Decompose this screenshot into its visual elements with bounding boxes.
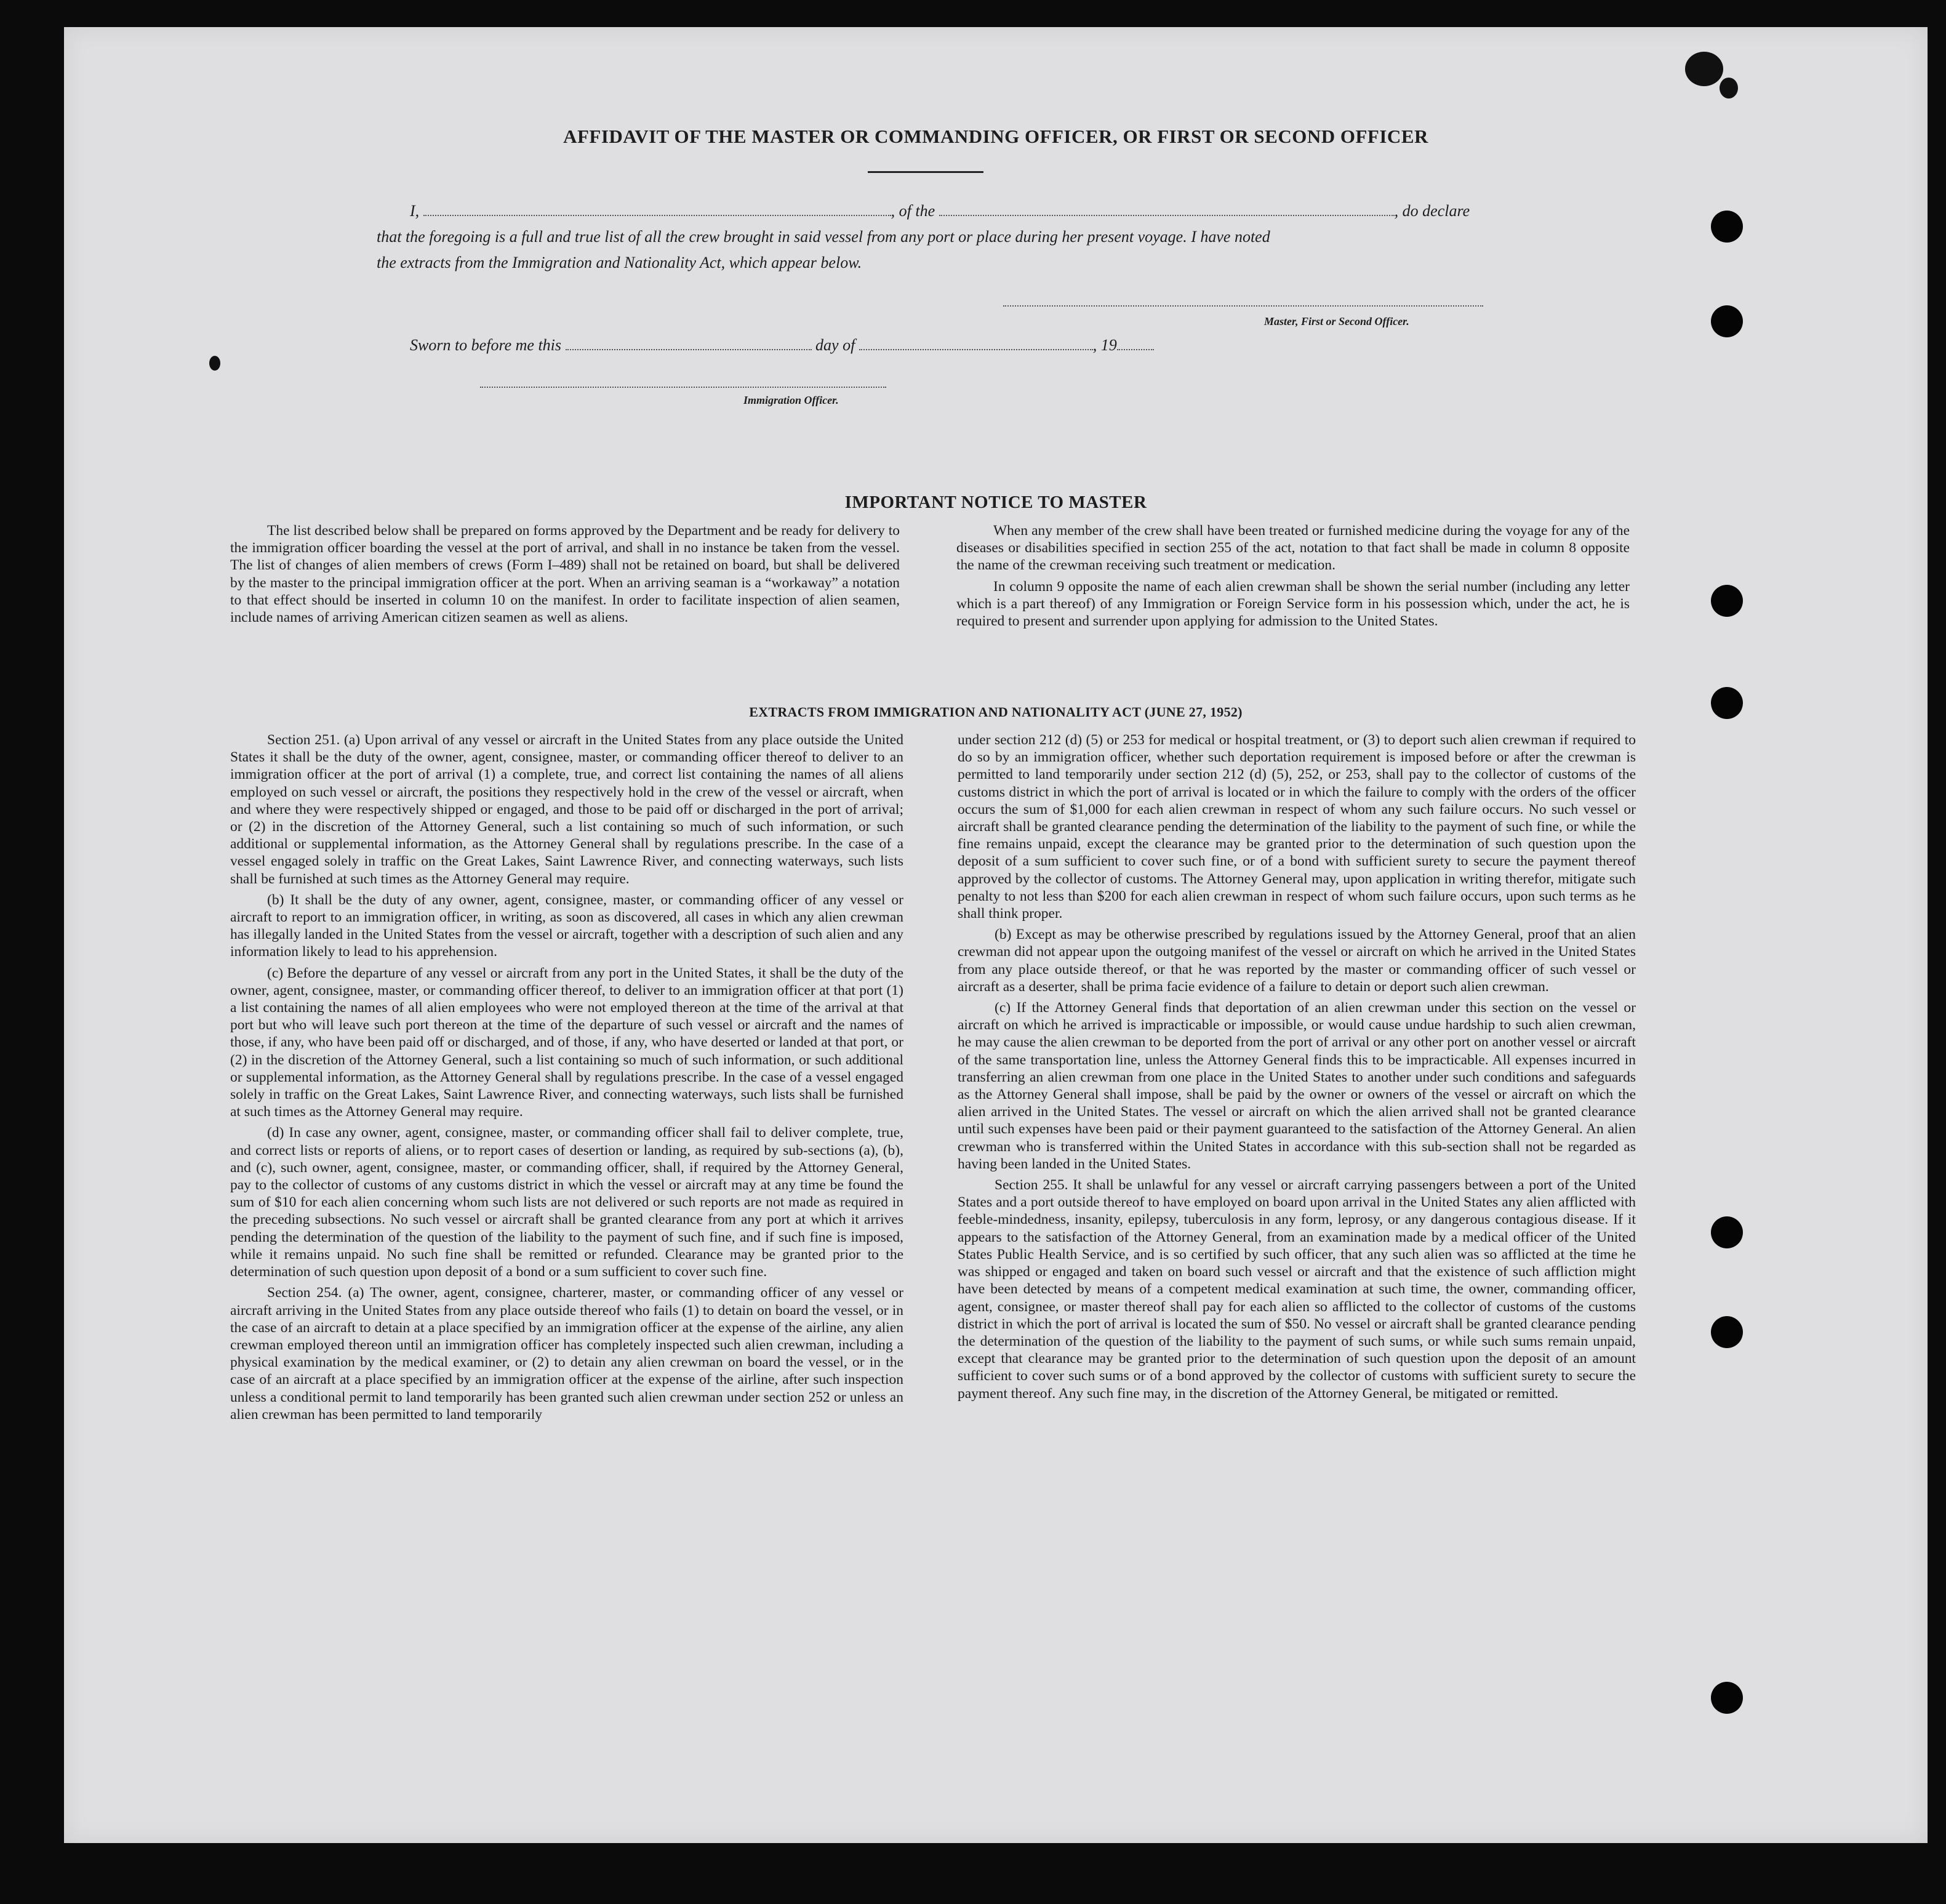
section-251-b: (b) It shall be the duty of any owner, agent, consignee, master, or commanding officer of any vessel or aircraft to report to an immigration officer, in writing, as soon as discovered, all cases in which any alien crewman has illegally landed in the United States from the vessel or aircraft, together with a description of such alien and any information likely to lead to his apprehension. [230, 891, 903, 960]
notice-left-column [230, 522, 900, 630]
of-the-label: , of the [891, 202, 935, 220]
section-251-a: Section 251. (a) Upon arrival of any vessel or aircraft in the United States from any place outside the United States it shall be the duty of the owner, agent, consignee, master, or commanding officer thereof to deliver to an immigration officer at the port of arrival (1) a complete, true, and correct list containing the names of all aliens employed on such vessel or aircraft, the positions they respectively hold in the crew of the vessel or aircraft, when and where they were respectively shipped or engaged, and those to be paid off or discharged in the port of arrival; or (2) in the discretion of the Attorney General, such a list containing so much of such information, or such additional or supplemental information, as the Attorney General shall by regulations prescribe. In the case of a vessel engaged solely in traffic on the Great Lakes, Saint Lawrence River, and connecting waterways, such lists shall be furnished at such times as the Attorney General may require. [230, 732, 903, 887]
i-label: I, [410, 202, 420, 220]
notice-right-paragraph-1: When any member of the crew shall have been treated or furnished medicine during the voyage for any of the diseases or disabilities specified in section 255 of the act, notation to that fact shall be made in column 8 opposite the name of the crewman receiving such treatment or medication. [956, 523, 1630, 574]
vessel-blank[interactable] [939, 203, 1395, 216]
year-label: , 19 [1092, 336, 1117, 354]
document-page [64, 27, 1928, 1843]
officer-caption: Immigration Officer. [743, 394, 839, 406]
section-251-c: (c) Before the departure of any vessel or aircraft from any port in the United States, it shall be the duty of the owner, agent, consignee, master, or commanding officer thereof, to deliver to an immigration officer at that port (1) a list containing the names of all alien employees who were not employed thereon at the time of the arrival at that port but who will leave such port thereon at the time of the departure of such vessel or aircraft and the names of those, if any, who have been paid off or discharged, and of those, if any, who have deserted or landed at that port, or (2) in the discretion of the Attorney General, such a list containing so much of such information, or such additional or supplemental information, as the Attorney General shall by regulations prescribe. In the case of a vessel engaged solely in traffic on the Great Lakes, Saint Lawrence River, and connecting waterways, such lists shall be furnished at such times as the Attorney General may require. [230, 965, 903, 1120]
extracts-left-column [230, 731, 903, 1427]
sworn-line [410, 336, 1154, 355]
officer-blank[interactable] [480, 387, 886, 388]
sworn-label: Sworn to before me this [410, 336, 562, 354]
punch-hole [1711, 1316, 1743, 1348]
extracts-title: EXTRACTS FROM IMMIGRATION AND NATIONALITY ACT (JUNE 27, 1952) [749, 704, 1243, 720]
notice-right-column [956, 522, 1630, 633]
punch-hole [1711, 687, 1743, 719]
section-254-a: Section 254. (a) The owner, agent, consignee, charterer, master, or commanding officer of any vessel or aircraft arriving in the United States from any place outside thereof who fails (1) to detain on board the vessel, or in the case of an aircraft to detain at a place specified by an immigration officer at the expense of the airline, any alien crewman employed thereon until an immigration officer has completely inspected such alien crewman, including a physical examination by the medical examiner, or (2) to detain any alien crewman on board the vessel, or in the case of an aircraft at a place specified by an immigration officer at the expense of the airline, after such inspection unless a conditional permit to land temporarily has been granted such alien crewman under section 252 or unless an alien crewman has been permitted to land temporarily [230, 1285, 903, 1423]
ink-blot [1685, 52, 1723, 86]
notice-left-paragraph: The list described below shall be prepared on forms approved by the Department and be ready for delivery to the immigration officer boarding the vessel at the port of arrival, and shall in no instance be taken from the vessel. The list of changes of alien members of crews (Form I–489) shall not be retained on board, but shall be delivered by the master to the principal immigration officer at the port. When an arriving seaman is a “workaway” a notation to that effect should be inserted in column 10 on the manifest. In order to facilitate inspection of alien seamen, include names of arriving American citizen seamen as well as aliens. [230, 523, 900, 626]
punch-hole [1711, 305, 1743, 337]
section-255: Section 255. It shall be unlawful for any vessel or aircraft carrying passengers between a port of the United States and a port outside thereof to have employed on board upon arrival in the United States any alien afflicted with feeble-mindedness, insanity, epilepsy, tuberculosis in any form, leprosy, or any dangerous contagious disease. If it appears to the satisfaction of the Attorney General, from an examination made by a medical officer of the United States Public Health Service, and is so certified by such officer, that any such alien was so afflicted at the time he was shipped or engaged and taken on board such vessel or aircraft and that the existence of such affliction might have been detected by means of a competent medical examination at such time, the owner, commanding officer, agent, consignee, or master thereof shall pay for each alien so afflicted to the collector of customs of the customs district in which the port of arrival is located the sum of $50. No vessel or aircraft shall be granted clearance pending the determination of the question of the liability to the payment of such sums, or while such sums remain unpaid, except that clearance may be granted prior to the determination of such question upon the deposit of an amount sufficient to cover such sums or of a bond approved by the collector of customs with sufficient surety to secure the payment thereof. Any such fine may, in the discretion of the Attorney General, be mitigated or remitted. [958, 1177, 1636, 1402]
signature-caption: Master, First or Second Officer. [1264, 315, 1409, 327]
ink-speck [209, 356, 220, 371]
ink-blot [1720, 78, 1738, 98]
do-declare-label: , do declare [1394, 202, 1470, 220]
section-251-d: (d) In case any owner, agent, consignee, master, or commanding officer shall fail to deliver complete, true, and correct lists or reports of aliens, or to report cases of desertion or landing, as required by sub-sections (a), (b), and (c), such owner, agent, consignee, master, or commanding officer, shall, if required by the Attorney General, pay to the collector of customs of any customs district in which the vessel or aircraft may at any time be found the sum of $10 for each alien concerning whom such lists are not delivered or such reports are not made as required in the preceding subsections. No such vessel or aircraft shall be granted clearance from any port at which it arrives pending the determination of the question of the liability to the payment of such fine, and if such fine is imposed, while it remains unpaid. No such fine shall be remitted or refunded. Clearance may be granted prior to the determination of such question upon deposit of a bond or a sum sufficient to cover such fine. [230, 1125, 903, 1280]
day-blank[interactable] [566, 337, 812, 350]
section-254-a-continued: under section 212 (d) (5) or 253 for medical or hospital treatment, or (3) to deport such alien crewman if required to do so by an immigration officer, whether such deportation requirement is imposed before or after the crewman is permitted to land temporarily under section 212 (d) (5), 252, or 253, shall pay to the collector of customs of the customs district in which the port of arrival is located or in which the failure to comply with the orders of the officer occurs the sum of $1,000 for each alien crewman in respect of whom any such failure occurs. No such vessel or aircraft shall be granted clearance pending the determination of the liability to the payment of such fine, or while the fine remains unpaid, except the clearance may be granted prior to the determination of such question upon the deposit of a sum sufficient to cover such fine, or of a bond with sufficient surety to secure the payment thereof approved by the collector of customs. The Attorney General may, upon application in writing therefor, mitigate such penalty to not less than $200 for each alien crewman in respect of whom such failure occurs, upon such terms as he shall think proper. [958, 732, 1636, 922]
signature-blank[interactable] [1003, 305, 1483, 307]
punch-hole [1711, 585, 1743, 617]
statement-line-1: that the foregoing is a full and true list of all the crew brought in said vessel from any port or place during her present voyage. I have noted [377, 228, 1270, 246]
punch-hole [1711, 1682, 1743, 1714]
punch-hole [1711, 1216, 1743, 1248]
section-254-b: (b) Except as may be otherwise prescribed by regulations issued by the Attorney General, proof that an alien crewman did not appear upon the outgoing manifest of the vessel or aircraft on which he arrived in the United States from any place outside thereof, or that he was reported by the master or commanding officer of such vessel or aircraft as a deserter, shall be prima facie evidence of a failure to detain or deport such alien crewman. [958, 926, 1636, 995]
declaration-line [410, 202, 1470, 220]
section-254-c: (c) If the Attorney General finds that deportation of an alien crewman under this section on the vessel or aircraft on which he arrived is impracticable or impossible, or would cause undue hardship to such alien crewman, he may cause the alien crewman to be deported from the port of arrival or any other port on another vessel or aircraft of the same transportation line, unless the Attorney General finds this to be impracticable. All expenses incurred in transferring an alien crewman from one place in the United States to another under such conditions and safeguards as the Attorney General shall impose, shall be paid by the owner or owners of the vessel or aircraft on which the alien arrived in the United States. The vessel or aircraft on which the alien arrived shall not be granted clearance until such expenses have been paid or their payment guaranteed to the satisfaction of the Attorney General. An alien crewman who is transferred within the United States in accordance with this sub-section shall not be regarded as having been landed in the United States. [958, 1000, 1636, 1172]
title-underline [868, 171, 983, 173]
name-blank[interactable] [423, 203, 891, 216]
month-blank[interactable] [859, 337, 1093, 350]
year-blank[interactable] [1117, 337, 1154, 350]
statement-line-2: the extracts from the Immigration and Nationality Act, which appear below. [377, 254, 862, 271]
punch-hole [1711, 211, 1743, 243]
notice-title: IMPORTANT NOTICE TO MASTER [844, 492, 1147, 512]
extracts-right-column [958, 731, 1636, 1406]
affidavit-title: AFFIDAVIT OF THE MASTER OR COMMANDING OFFICER, OR FIRST OR SECOND OFFICER [563, 126, 1428, 147]
notice-right-paragraph-2: In column 9 opposite the name of each alien crewman shall be shown the serial number (including any letter which is a part thereof) of any Immigration or Foreign Service form in his possession which, under the act, he is required to present and surrender upon applying for admission to the United States. [956, 578, 1630, 630]
day-of-label: day of [815, 336, 855, 354]
